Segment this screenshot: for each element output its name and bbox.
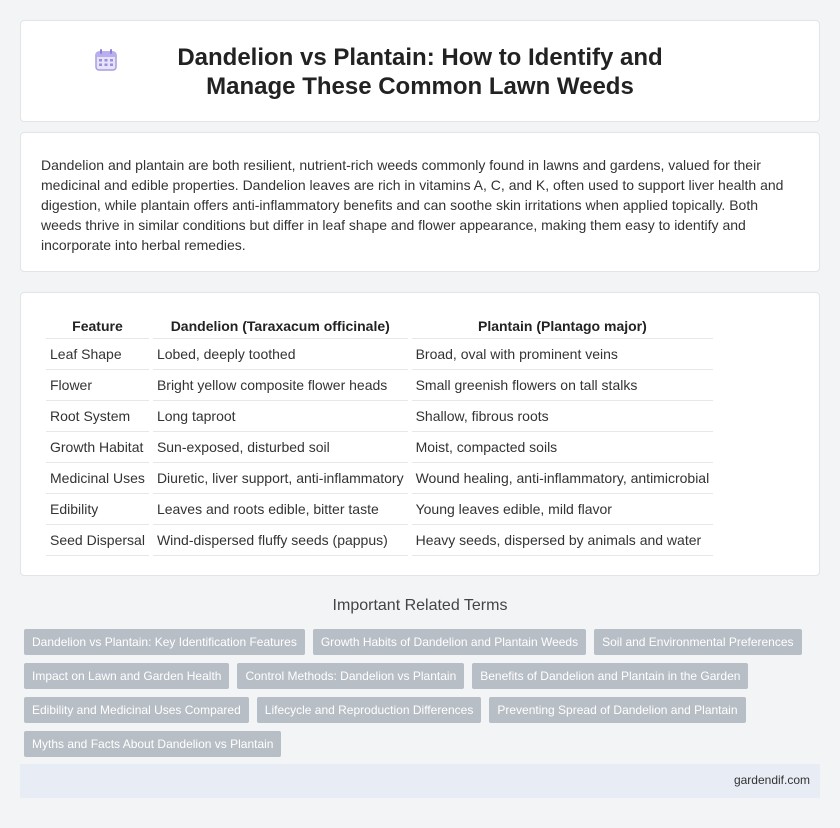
table-cell: Growth Habitat	[46, 432, 149, 463]
related-term-tag[interactable]: Preventing Spread of Dandelion and Plantain	[489, 697, 745, 723]
column-header: Dandelion (Taraxacum officinale)	[153, 314, 408, 339]
table-cell: Sun-exposed, disturbed soil	[153, 432, 408, 463]
related-terms-list	[20, 627, 820, 763]
table-cell: Leaves and roots edible, bitter taste	[153, 494, 408, 525]
related-term-tag[interactable]: Edibility and Medicinal Uses Compared	[24, 697, 249, 723]
footer-site-link[interactable]: gardendif.com	[733, 773, 810, 787]
related-term-tag[interactable]: Dandelion vs Plantain: Key Identification Features	[24, 629, 305, 655]
table-cell: Moist, compacted soils	[412, 432, 714, 463]
related-term-tag[interactable]: Control Methods: Dandelion vs Plantain	[237, 663, 464, 689]
table-row	[46, 432, 713, 463]
table-cell: Wind-dispersed fluffy seeds (pappus)	[153, 525, 408, 556]
table-header-row	[46, 314, 713, 339]
table-cell: Leaf Shape	[46, 339, 149, 370]
table-cell: Long taproot	[153, 401, 408, 432]
table-cell: Wound healing, anti-inflammatory, antimicrobial	[412, 463, 714, 494]
header-card	[20, 20, 820, 122]
table-cell: Flower	[46, 370, 149, 401]
table-cell: Root System	[46, 401, 149, 432]
table-cell: Medicinal Uses	[46, 463, 149, 494]
intro-card	[20, 132, 820, 272]
column-header: Plantain (Plantago major)	[412, 314, 714, 339]
comparison-table	[42, 314, 717, 556]
table-cell: Diuretic, liver support, anti-inflammatory	[153, 463, 408, 494]
footer	[20, 764, 820, 798]
table-cell: Bright yellow composite flower heads	[153, 370, 408, 401]
table-cell: Lobed, deeply toothed	[153, 339, 408, 370]
related-term-tag[interactable]: Soil and Environmental Preferences	[594, 629, 801, 655]
column-header: Feature	[46, 314, 149, 339]
related-term-tag[interactable]: Lifecycle and Reproduction Differences	[257, 697, 482, 723]
table-cell: Broad, oval with prominent veins	[412, 339, 714, 370]
related-terms-title: Important Related Terms	[332, 597, 508, 614]
related-term-tag[interactable]: Impact on Lawn and Garden Health	[24, 663, 229, 689]
intro-paragraph: Dandelion and plantain are both resilient, nutrient-rich weeds commonly found in lawns and gardens, valued for their medicinal and edible properties. Dandelion leaves are rich in vitamins A, C, and K, often used to support liver health and digestion, while plantain offers anti-inflammatory benefits and can soothe skin irritations when applied topically. Both weeds thrive in similar conditions but differ in leaf shape and flower appearance, making them easy to identify and incorporate into herbal remedies.	[41, 157, 784, 253]
table-cell: Heavy seeds, dispersed by animals and water	[412, 525, 714, 556]
table-cell: Young leaves edible, mild flavor	[412, 494, 714, 525]
comparison-card	[20, 292, 820, 576]
table-cell: Edibility	[46, 494, 149, 525]
related-term-tag[interactable]: Growth Habits of Dandelion and Plantain Weeds	[313, 629, 586, 655]
table-row	[46, 463, 713, 494]
table-row	[46, 525, 713, 556]
related-term-tag[interactable]: Benefits of Dandelion and Plantain in the Garden	[472, 663, 748, 689]
table-row	[46, 494, 713, 525]
table-cell: Shallow, fibrous roots	[412, 401, 714, 432]
related-term-tag[interactable]: Myths and Facts About Dandelion vs Plantain	[24, 731, 281, 757]
table-row	[46, 370, 713, 401]
table-row	[46, 339, 713, 370]
table-cell: Small greenish flowers on tall stalks	[412, 370, 714, 401]
table-row	[46, 401, 713, 432]
table-cell: Seed Dispersal	[46, 525, 149, 556]
page-title: Dandelion vs Plantain: How to Identify and Manage These Common Lawn Weeds	[177, 44, 663, 100]
